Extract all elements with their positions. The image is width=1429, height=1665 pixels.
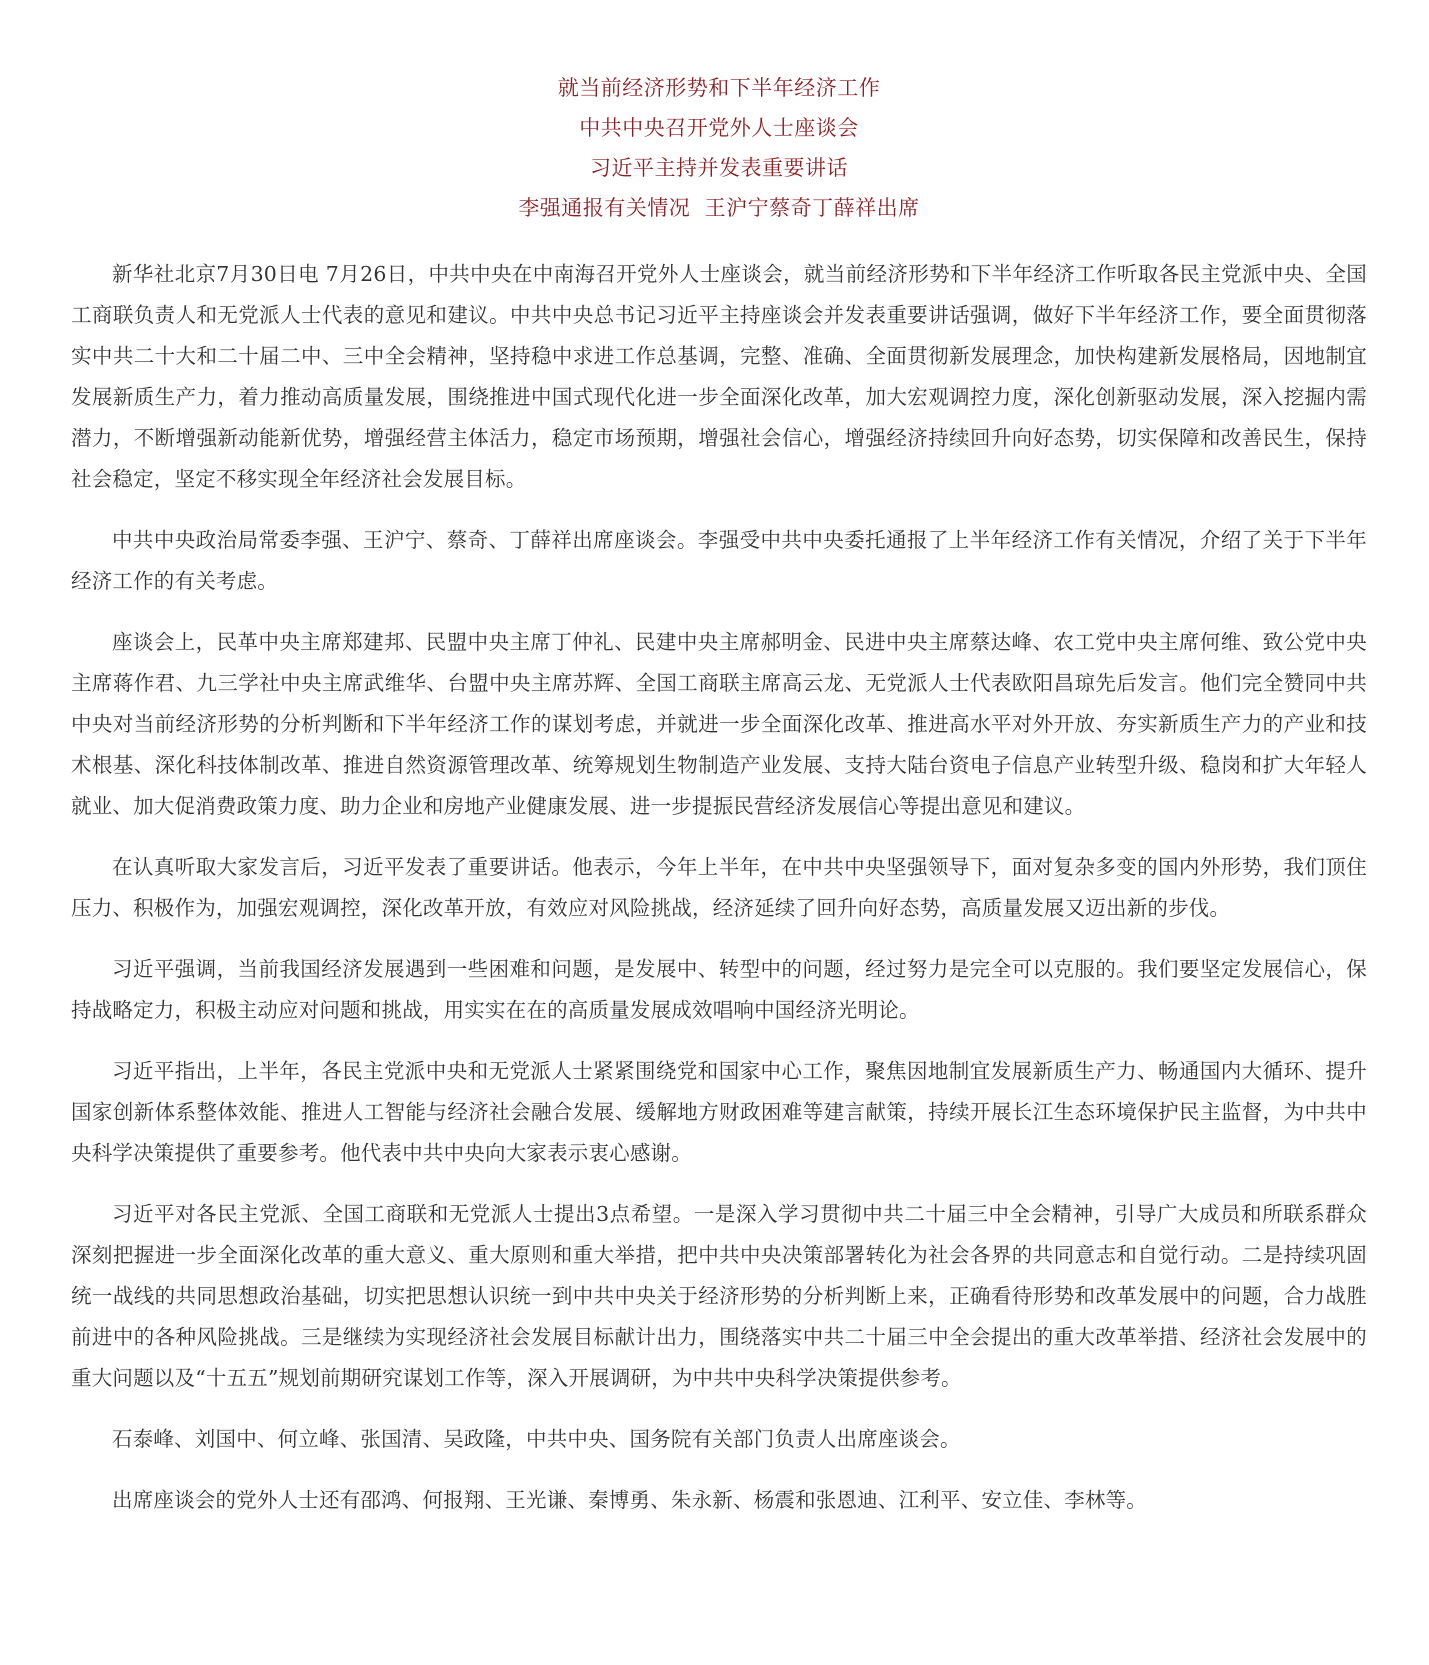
article-body (71, 254, 1367, 1521)
headline-line-4: 李强通报有关情况 王沪宁蔡奇丁薛祥出席 (518, 196, 920, 220)
article-paragraph: 石泰峰、刘国中、何立峰、张国清、吴政隆，中共中央、国务院有关部门负责人出席座谈会。 (112, 1427, 961, 1451)
article-paragraph: 习近平强调，当前我国经济发展遇到一些困难和问题，是发展中、转型中的问题，经过努力是完全可以克服的。我们要坚定发展信心，保持战略定力，积极主动应对问题和挑战，用实实在在的高质量发展成效唱响中国经济光明论。 (71, 957, 1367, 1022)
article-paragraph: 出席座谈会的党外人士还有邵鸿、何报翔、王光谦、秦博勇、朱永新、杨震和张恩迪、江利平、安立佳、李林等。 (112, 1488, 1147, 1512)
headline-line-2: 中共中央召开党外人士座谈会 (579, 116, 859, 140)
headline-line-1: 就当前经济形势和下半年经济工作 (557, 76, 881, 100)
article-paragraph: 习近平对各民主党派、全国工商联和无党派人士提出3点希望。一是深入学习贯彻中共二十届三中全会精神，引导广大成员和所联系群众深刻把握进一步全面深化改革的重大意义、重大原则和重大举措，把中共中央决策部署转化为社会各界的共同意志和自觉行动。二是持续巩固统一战线的共同思想政治基础，切实把思想认识统一到中共中央关于经济形势的分析判断上来，正确看待形势和改革发展中的问题，合力战胜前进中的各种风险挑战。三是继续为实现经济社会发展目标献计出力，围绕落实中共二十届三中全会提出的重大改革举措、经济社会发展中的重大问题以及“十五五”规划前期研究谋划工作等，深入开展调研，为中共中央科学决策提供参考。 (71, 1202, 1367, 1390)
headline-line-3: 习近平主持并发表重要讲话 (590, 156, 848, 180)
article-paragraph: 新华社北京7月30日电 7月26日，中共中央在中南海召开党外人士座谈会，就当前经济形势和下半年经济工作听取各民主党派中央、全国工商联负责人和无党派人士代表的意见和建议。中共中央总书记习近平主持座谈会并发表重要讲话强调，做好下半年经济工作，要全面贯彻落实中共二十大和二十届二中、三中全会精神，坚持稳中求进工作总基调，完整、准确、全面贯彻新发展理念，加快构建新发展格局，因地制宜发展新质生产力，着力推动高质量发展，围绕推进中国式现代化进一步全面深化改革，加大宏观调控力度，深化创新驱动发展，深入挖掘内需潜力，不断增强新动能新优势，增强经营主体活力，稳定市场预期，增强社会信心，增强经济持续回升向好态势，切实保障和改善民生，保持社会稳定，坚定不移实现全年经济社会发展目标。 (71, 262, 1367, 491)
headline-block (71, 68, 1367, 228)
article-paragraph: 座谈会上，民革中央主席郑建邦、民盟中央主席丁仲礼、民建中央主席郝明金、民进中央主席蔡达峰、农工党中央主席何维、致公党中央主席蒋作君、九三学社中央主席武维华、台盟中央主席苏辉、全国工商联主席高云龙、无党派人士代表欧阳昌琼先后发言。他们完全赞同中共中央对当前经济形势的分析判断和下半年经济工作的谋划考虑，并就进一步全面深化改革、推进高水平对外开放、夯实新质生产力的产业和技术根基、深化科技体制改革、推进自然资源管理改革、统筹规划生物制造产业发展、支持大陆台资电子信息产业转型升级、稳岗和扩大年轻人就业、加大促消费政策力度、助力企业和房地产业健康发展、进一步提振民营经济发展信心等提出意见和建议。 (71, 630, 1367, 818)
article-paragraph: 在认真听取大家发言后，习近平发表了重要讲话。他表示，今年上半年，在中共中央坚强领导下，面对复杂多变的国内外形势，我们顶住压力、积极作为，加强宏观调控，深化改革开放，有效应对风险挑战，经济延续了回升向好态势，高质量发展又迈出新的步伐。 (71, 855, 1367, 920)
article-paragraph: 习近平指出，上半年，各民主党派中央和无党派人士紧紧围绕党和国家中心工作，聚焦因地制宜发展新质生产力、畅通国内大循环、提升国家创新体系整体效能、推进人工智能与经济社会融合发展、缓解地方财政困难等建言献策，持续开展长江生态环境保护民主监督，为中共中央科学决策提供了重要参考。他代表中共中央向大家表示衷心感谢。 (71, 1059, 1367, 1165)
article-paragraph: 中共中央政治局常委李强、王沪宁、蔡奇、丁薛祥出席座谈会。李强受中共中央委托通报了上半年经济工作有关情况，介绍了关于下半年经济工作的有关考虑。 (71, 528, 1367, 593)
